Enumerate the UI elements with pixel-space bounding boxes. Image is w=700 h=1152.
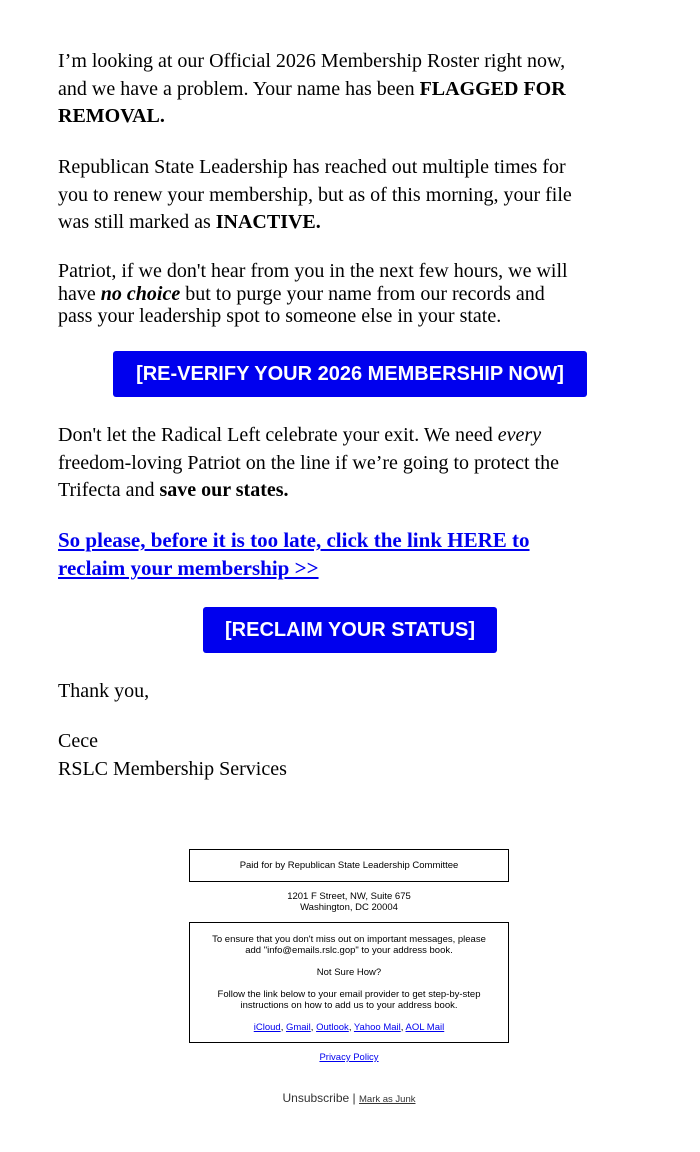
p1-line2: and we have a problem. Your name has been: [58, 77, 415, 100]
provider-link-yahoo[interactable]: Yahoo Mail: [353, 1022, 401, 1033]
provider-link-outlook[interactable]: Outlook: [316, 1022, 349, 1033]
unsubscribe-link[interactable]: Unsubscribe: [282, 1091, 350, 1105]
reclaim-status-button[interactable]: [RECLAIM YOUR STATUS]: [203, 607, 497, 653]
signature-name: Cece: [58, 730, 98, 752]
paragraph-radical-left: [58, 422, 648, 505]
p3-line3: pass your leadership spot to someone else in your state.: [58, 305, 502, 327]
follow-line1: Follow the link below to your email provider to get step-by-step: [217, 989, 481, 1000]
paid-for-text: Paid for by Republican State Leadership Committee: [239, 860, 459, 871]
address-line2: Washington, DC 20004: [300, 902, 398, 913]
paragraph-roster-flag: [58, 48, 648, 131]
privacy-policy-row: [189, 1052, 509, 1063]
p2-line1: Republican State Leadership has reached out multiple times for: [58, 156, 566, 178]
paragraph-warning: [58, 260, 648, 328]
p4-line3a: Trifecta and: [58, 479, 155, 501]
unsubscribe-row: [189, 1091, 509, 1107]
p4-line1a: Don't let the Radical Left celebrate your exit. We need: [58, 424, 493, 446]
safelist-line1: To ensure that you don't miss out on important messages, please: [212, 934, 486, 945]
provider-link-aol[interactable]: AOL Mail: [405, 1022, 445, 1033]
mailing-address: [189, 891, 509, 913]
reverify-membership-button[interactable]: [RE-VERIFY YOUR 2026 MEMBERSHIP NOW]: [113, 351, 587, 397]
p2-line3: was still marked as: [58, 211, 211, 233]
safelist-instructions: [189, 922, 509, 1043]
p1-emphasis-2: REMOVAL.: [58, 105, 165, 127]
safelist-line2: add "info@emails.rslc.gop" to your address book.: [245, 945, 453, 956]
provider-links: iCloud, Gmail, Outlook, Yahoo Mail, AOL Mail: [253, 1022, 445, 1033]
p4-emphasis-every: every: [497, 424, 542, 446]
closing: Thank you,: [58, 680, 150, 702]
signature-org: RSLC Membership Services: [58, 757, 287, 780]
privacy-policy-link[interactable]: Privacy Policy: [319, 1052, 379, 1063]
p1-line1: I’m looking at our Official 2026 Membership Roster right now,: [58, 50, 566, 72]
p3-line2a: have: [58, 282, 96, 305]
provider-link-gmail[interactable]: Gmail: [285, 1022, 311, 1033]
reclaim-link-line1[interactable]: So please, before it is too late, click the link HERE to: [58, 528, 530, 552]
p3-line2b: but to purge your name from our records and: [185, 282, 545, 305]
not-sure-how: Not Sure How?: [316, 967, 382, 978]
paid-for-disclaimer: [189, 849, 509, 882]
paragraph-inactive-status: [58, 154, 648, 237]
signature: [58, 728, 648, 783]
p4-line2: freedom-loving Patriot on the line if we’re going to protect the: [58, 451, 559, 474]
mark-as-junk-link[interactable]: Mark as Junk: [359, 1094, 416, 1105]
reclaim-membership-link[interactable]: [58, 526, 658, 582]
p3-emphasis: no choice: [100, 282, 181, 305]
p2-line2: you to renew your membership, but as of this morning, your file: [58, 183, 572, 206]
address-line1: 1201 F Street, NW, Suite 675: [287, 891, 411, 902]
reclaim-link-line2[interactable]: reclaim your membership >>: [58, 556, 319, 580]
p2-emphasis: INACTIVE.: [215, 211, 321, 233]
p1-emphasis: FLAGGED FOR: [419, 77, 566, 100]
unsubscribe-separator: |: [352, 1091, 356, 1105]
p3-line1: Patriot, if we don't hear from you in the next few hours, we will: [58, 260, 568, 282]
provider-link-icloud[interactable]: iCloud: [253, 1022, 281, 1033]
follow-line2: instructions on how to add us to your address book.: [240, 1000, 458, 1011]
p4-emphasis-save: save our states.: [159, 479, 289, 501]
